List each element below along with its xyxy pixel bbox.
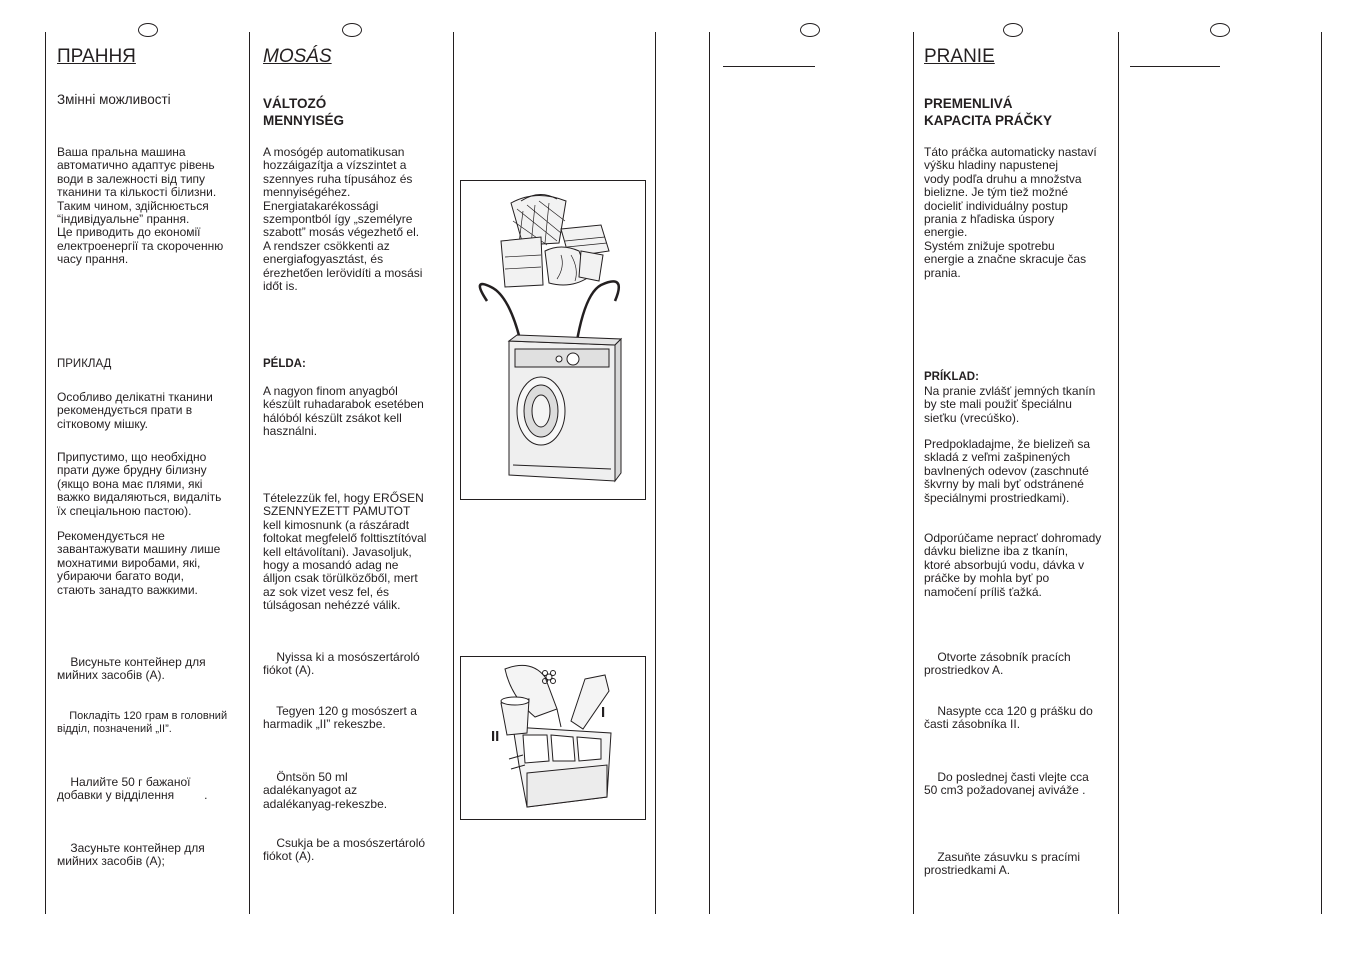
- step-text: Tegyen 120 g mosószert a harmadik „II” rekeszbe.: [263, 704, 417, 732]
- language-oval: [800, 23, 820, 37]
- language-oval: [342, 23, 362, 37]
- paragraph: Predpokladajme, že bielizeň sa skladá z veľmi zašpinených bavlnených odevov (zaschnuté škvrny by mali byť odstránené špeciálnymi prostriedkami).: [924, 437, 1091, 505]
- paragraph: Рекомендується не завантажувати машину лише мохнатими виробами, які, убираючи багато води, стають занадто важкими.: [57, 529, 221, 597]
- paragraph: A nagyon finom anyagból készült ruhadarabok esetében hálóból készült zsákot kell használni.: [263, 384, 424, 439]
- compartment-2-label: II: [491, 728, 500, 745]
- column-rule: [249, 32, 250, 914]
- step-text: Do poslednej časti vlejte cca 50 cm3 požadovanej aviváže .: [924, 770, 1089, 798]
- section-heading: Змінні можливості: [57, 92, 171, 107]
- laundry-machine-drawing: [461, 181, 645, 499]
- step-text: Nasypte cca 120 g prášku do časti zásobníka II.: [924, 704, 1093, 732]
- compartment-1-label: I: [601, 704, 606, 721]
- intro-text: Táto práčka automaticky nastaví výšku hladiny napustenej vody podľa druhu a množstva bielizne. Je tým tiež možné docieliť individuálny postup prania z hľadiska úspory energie. Systém znižuje spotrebu energie a značne skracuje čas prania.: [924, 145, 1097, 280]
- paragraph: Tételezzük fel, hogy ERŐSEN SZENNYEZETT PAMUTOT kell kimosnunk (a rászáradt foltokat megfelelő folttisztítóval kell eltávolítani). Javasoljuk, hogy a mosandó adag ne álljon csak törülközőből, mert az sok vizet vesz fel, és túlságosan nehézzé válik.: [263, 491, 427, 613]
- step-text: Засуньте контейнер для мийних засобів (A);: [57, 841, 205, 869]
- paragraph: Особливо делікатні тканини рекомендується прати в сітковому мішку.: [57, 390, 213, 431]
- section-title: MOSÁS: [263, 46, 332, 67]
- column-rule: [913, 32, 914, 914]
- paragraph: Odporúčame nepracť dohromady dávku bielizne iba z tkanín, ktoré absorbujú vodu, dávka v práčke by mohla byť po namočení príliš ťažká.: [924, 531, 1102, 599]
- column-rule: [453, 32, 454, 914]
- section-title: PRANIE: [924, 46, 995, 67]
- section-title: ПРАННЯ: [57, 46, 136, 67]
- example-label: PÉLDA:: [263, 358, 306, 370]
- blank-title-line: [1130, 66, 1220, 67]
- example-label: PRÍKLAD:: [924, 371, 979, 383]
- language-oval: [1003, 23, 1023, 37]
- column-rule: [709, 32, 710, 914]
- step-text: Csukja be a mosószertároló fiókot (A).: [263, 836, 426, 864]
- step-text: Öntsön 50 ml adalékanyagot az adalékanyag-rekeszbe.: [263, 770, 388, 811]
- intro-text: Ваша пральна машина автоматично адаптує рівень води в залежності від типу тканини та кількості білизни. Таким чином, здійснюється “індивідуальне” прання. Це приводить до економії електроенергії та скороченню часу прання.: [57, 145, 224, 267]
- example-label: ПРИКЛАД: [57, 358, 112, 370]
- section-heading: VÁLTOZÓ MENNYISÉG: [263, 96, 345, 128]
- section-heading: PREMENLIVÁ KAPACITA PRÁČKY: [924, 96, 1052, 128]
- step-text: Nyissa ki a mosószertároló fiókot (A).: [263, 650, 420, 678]
- language-oval: [1210, 23, 1230, 37]
- blank-title-line: [723, 66, 815, 67]
- detergent-drawer-illustration: [460, 656, 646, 820]
- column-rule: [655, 32, 656, 914]
- step-text: Налийте 50 г бажаної добавки у відділення .: [57, 775, 208, 803]
- detergent-drawer-drawing: [461, 657, 645, 819]
- step-text: Otvorte zásobník pracích prostriedkov A.: [924, 650, 1071, 678]
- column-rule: [1321, 32, 1322, 914]
- step-text: Покладіть 120 грам в головний відділ, позначений „II”.: [57, 710, 228, 736]
- column-rule: [45, 32, 46, 914]
- step-text: Zasuňte zásuvku s pracími prostriedkami A.: [924, 850, 1081, 878]
- language-oval: [138, 23, 158, 37]
- column-rule: [1118, 32, 1119, 914]
- laundry-machine-illustration: [460, 180, 646, 500]
- paragraph: Припустимо, що необхідно прати дуже брудну білизну (якщо вона має плями, які важко видаляються, видаліть їх спеціальною пастою).: [57, 450, 222, 518]
- intro-text: A mosógép automatikusan hozzáigazítja a vízszintet a szennyes ruha típusához és mennyiségéhez. Energiatakarékossági szempontból így „személyre szabott” mosás végezhető el. A rendszer csökkenti az energiafogyasztást, és érezhetően lerövidíti a mosási időt is.: [263, 145, 423, 294]
- step-text: Висуньте контейнер для мийних засобів (A).: [57, 655, 206, 683]
- paragraph: Na pranie zvlášť jemných tkanín by ste mali použiť špeciálnu sieťku (vrecúško).: [924, 384, 1096, 425]
